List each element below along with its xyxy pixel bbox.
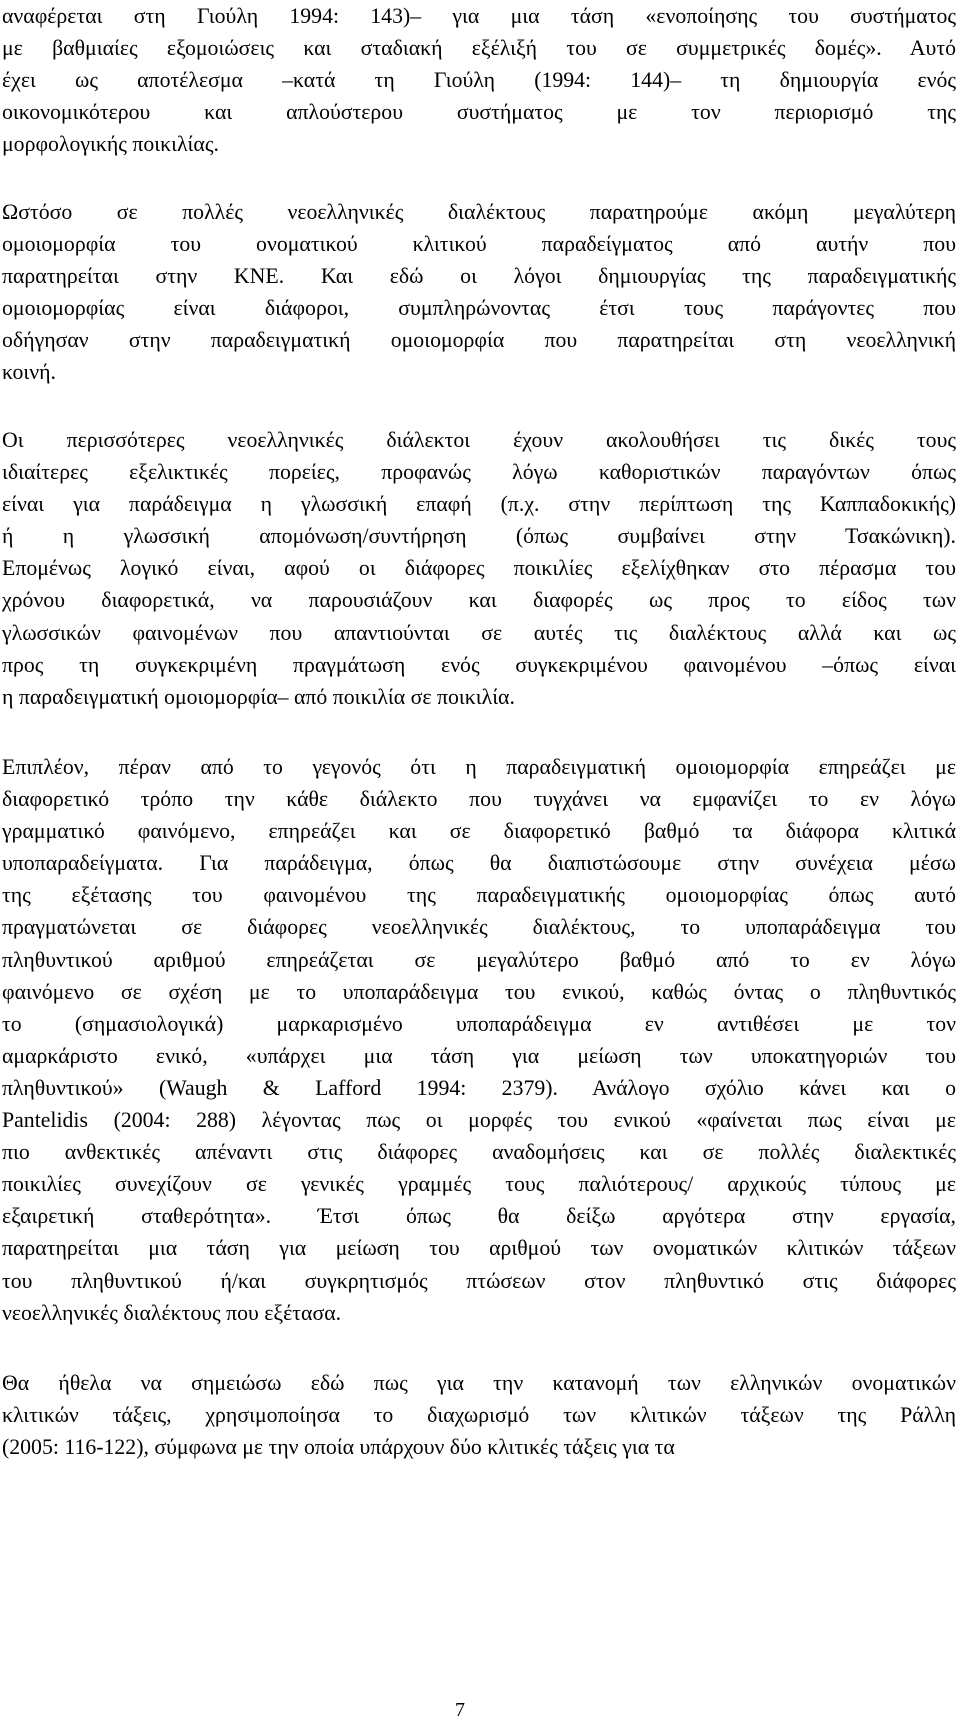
text-line: οδήγησαν στην παραδειγματική ομοιομορφία που παρατηρείται στη νεοελληνική (2, 328, 956, 353)
paragraph-5 (2, 1367, 956, 1463)
text-line: αναφέρεται στη Γιούλη 1994: 143)– για μια τάση «ενοποίησης του συστήματος (2, 4, 956, 28)
text-line: νεοελληνικές διαλέκτους που εξέτασα. (2, 1300, 342, 1325)
paragraph-4 (2, 751, 956, 1329)
text-line: πραγματώνεται σε διάφορες νεοελληνικές διαλέκτους, το υποπαράδειγμα του (2, 915, 956, 940)
text-line: ομοιομορφίας είναι διάφοροι, συμπληρώνοντας έτσι τους παράγοντες που (2, 296, 956, 321)
text-line: ή η γλωσσική απομόνωση/συντήρηση (όπως συμβαίνει στην Τσακώνικη). (2, 524, 956, 549)
text-line: (2005: 116-122), σύμφωνα με την οποία υπάρχουν δύο κλιτικές τάξεις για τα (2, 1435, 675, 1460)
text-line: της εξέτασης του φαινομένου της παραδειγματικής ομοιομορφίας όπως αυτό (2, 883, 956, 908)
text-line: με βαθμιαίες εξομοιώσεις και σταδιακή εξέλιξή του σε συμμετρικές δομές». Αυτό (2, 36, 956, 61)
text-line: Επιπλέον, πέραν από το γεγονός ότι η παραδειγματική ομοιομορφία επηρεάζει με (2, 755, 956, 779)
text-line: το (σημασιολογικά) μαρκαρισμένο υποπαράδειγμα εν αντιθέσει με τον (2, 1011, 956, 1036)
text-line: Ωστόσο σε πολλές νεοελληνικές διαλέκτους παρατηρούμε ακόμη μεγαλύτερη (2, 200, 956, 224)
text-line: εξαιρετική σταθερότητα». Έτσι όπως θα δείξω αργότερα στην εργασία, (2, 1204, 956, 1229)
paragraph-1 (2, 0, 956, 160)
text-line: διαφορετικό τρόπο την κάθε διάλεκτο που τυγχάνει να εμφανίζει το εν λόγω (2, 787, 956, 812)
text-line: Θα ήθελα να σημειώσω εδώ πως για την κατανομή των ελληνικών ονοματικών (2, 1371, 956, 1395)
text-line: αμαρκάριστο ενικό, «υπάρχει μια τάση για μείωση των υποκατηγοριών του (2, 1043, 956, 1068)
text-line: ποικιλίες συνεχίζουν σε γενικές γραμμές τους παλιότερους/ αρχικούς τύπους με (2, 1172, 956, 1197)
paragraph-2 (2, 196, 956, 389)
text-line: χρόνου διαφορετικά, να παρουσιάζουν και διαφορές ως προς το είδος των (2, 588, 956, 613)
text-line: ιδιαίτερες εξελικτικές πορείες, προφανώς λόγω καθοριστικών παραγόντων όπως (2, 460, 956, 485)
text-line: προς τη συγκεκριμένη πραγμάτωση ενός συγκεκριμένου φαινομένου –όπως είναι (2, 652, 956, 677)
text-line: πιο ανθεκτικές απέναντι στις διάφορες αναδομήσεις και σε πολλές διαλεκτικές (2, 1140, 956, 1165)
text-line: ομοιομορφία του ονοματικού κλιτικού παραδείγματος από αυτήν που (2, 232, 956, 257)
text-line: πληθυντικού αριθμού επηρεάζεται σε μεγαλύτερο βαθμό από το εν λόγω (2, 947, 956, 972)
text-line: γλωσσικών φαινομένων που απαντιούνται σε αυτές τις διαλέκτους αλλά και ως (2, 620, 956, 645)
text-line: Pantelidis (2004: 288) λέγοντας πως οι μορφές του ενικού «φαίνεται πως είναι με (2, 1108, 956, 1133)
text-line: είναι για παράδειγμα η γλωσσική επαφή (π.χ. στην περίπτωση της Καππαδοκικής) (2, 492, 956, 517)
text-line: πληθυντικού» (Waugh & Lafford 1994: 2379). Ανάλογο σχόλιο κάνει και ο (2, 1075, 956, 1100)
text-line: κοινή. (2, 360, 56, 385)
text-line: γραμματικό φαινόμενο, επηρεάζει και σε διαφορετικό βαθμό τα διάφορα κλιτικά (2, 819, 956, 844)
text-line: έχει ως αποτέλεσμα –κατά τη Γιούλη (1994: 144)– τη δημιουργία ενός (2, 68, 956, 93)
text-line: φαινόμενο σε σχέση με το υποπαράδειγμα του ενικού, καθώς όντας ο πληθυντικός (2, 979, 956, 1004)
text-line: παρατηρείται στην ΚΝΕ. Και εδώ οι λόγοι δημιουργίας της παραδειγματικής (2, 264, 956, 289)
paragraph-3 (2, 424, 956, 713)
text-line: Επομένως λογικό είναι, αφού οι διάφορες ποικιλίες εξελίχθηκαν στο πέρασμα του (2, 556, 956, 581)
text-line: οικονομικότερου και απλούστερου συστήματος με τον περιορισμό της (2, 100, 956, 125)
text-line: κλιτικών τάξεις, χρησιμοποίησα το διαχωρισμό των κλιτικών τάξεων της Ράλλη (2, 1403, 956, 1428)
text-line: του πληθυντικού ή/και συγκρητισμός πτώσεων στον πληθυντικό στις διάφορες (2, 1268, 956, 1293)
text-line: Οι περισσότερες νεοελληνικές διάλεκτοι έχουν ακολουθήσει τις δικές τους (2, 428, 956, 452)
page-number: 7 (455, 1699, 465, 1721)
text-line: υποπαραδείγματα. Για παράδειγμα, όπως θα διαπιστώσουμε στην συνέχεια μέσω (2, 851, 956, 876)
text-line: μορφολογικής ποικιλίας. (2, 132, 219, 157)
text-line: παρατηρείται μια τάση για μείωση του αριθμού των ονοματικών κλιτικών τάξεων (2, 1236, 956, 1261)
text-line: η παραδειγματική ομοιομορφία– από ποικιλία σε ποικιλία. (2, 684, 515, 709)
